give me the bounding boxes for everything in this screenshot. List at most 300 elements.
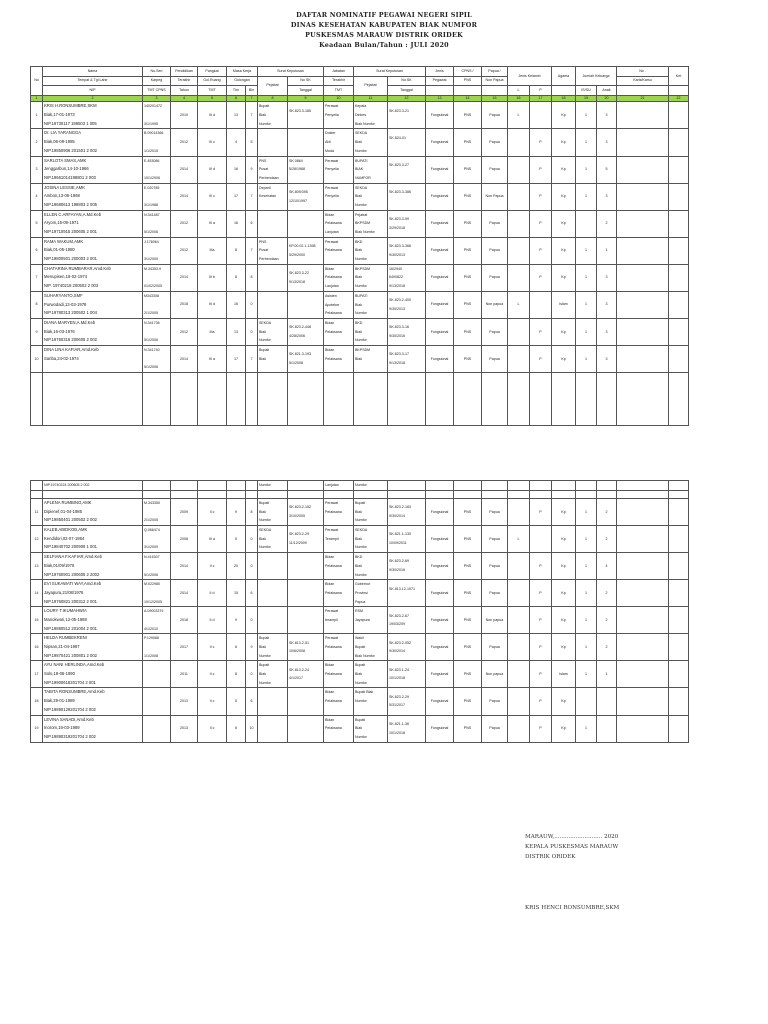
signature-name: KRIS HENCI RONSUMBRE,SKM (525, 905, 620, 911)
noseri-seri: J.176064 (144, 239, 159, 244)
header-tahun: Tahun (171, 86, 198, 96)
nosk-2 (388, 499, 426, 526)
papua-status: Papua (482, 318, 508, 345)
column-number: 7 (246, 95, 258, 102)
jabatan (324, 318, 354, 345)
noseri-cell (143, 210, 171, 237)
pejabat-1 (258, 580, 288, 607)
pendidikan-tahun: 2014 (171, 264, 198, 291)
pejabat-1-line: Perbendaan (259, 175, 279, 180)
nosk-2-line: SK.824-01 (389, 135, 406, 140)
jumlah-anak: 3 (597, 183, 617, 210)
noseri-karpeg (144, 301, 169, 310)
keterangan (669, 183, 689, 210)
nosk-1-line (289, 729, 322, 738)
noseri-tmt_cpns: 5/1/2006 (144, 572, 158, 577)
pejabat-2 (354, 183, 388, 210)
jumlah-anak: 2 (597, 580, 617, 607)
masa-kerja-bln: 0 (246, 553, 258, 580)
employee-nip: NIP.19760901 200605 2 2002 (44, 571, 100, 577)
employee-nama: TABITA RONSUMBRE,Amd.Keb (44, 689, 105, 695)
pejabat-1 (258, 345, 288, 372)
noseri-tmt_cpns: 10/12/2005 (144, 599, 162, 604)
row-number: 11 (31, 499, 43, 526)
jabatan-line: Pelaksana (325, 221, 342, 226)
row-number: 8 (31, 291, 43, 318)
header-noseri: No.Seri (143, 67, 171, 77)
keterangan (669, 129, 689, 156)
pejabat-1-line: Biak (259, 645, 266, 649)
noseri-karpeg (144, 724, 169, 733)
noseri-cell (143, 553, 171, 580)
noseri-tmt_cpns: 3/1/1988 (144, 202, 158, 207)
masa-kerja-thn: 9 (227, 607, 246, 634)
nosk-2-line: 9/13/2018 (389, 360, 405, 365)
pejabat-2-line: Biak Numfor (355, 121, 375, 126)
nosk-1-line: 9/13/2018 (289, 279, 305, 284)
blank-row (31, 373, 689, 426)
noseri-karpeg (144, 138, 169, 147)
nosk-2 (388, 291, 426, 318)
employee-nama: KRIS H.RONSUMBRE,SKM (44, 103, 97, 109)
nosk-1 (288, 634, 324, 661)
document-title (0, 10, 768, 50)
column-number: 3 (143, 95, 171, 102)
jabatan-line: Lanjutan (325, 284, 339, 289)
jabatan-line: Pelaksana (325, 672, 342, 677)
jumlah-istri: 1 (576, 102, 597, 129)
agama: Kp (552, 634, 576, 661)
gender-l (508, 210, 530, 237)
header-jabatan-terakhir: Terakhir (324, 76, 354, 86)
gender-p: P (530, 688, 552, 715)
gender-p (530, 291, 552, 318)
masa-kerja-bln: 0 (246, 526, 258, 553)
gender-l (508, 237, 530, 264)
title-line-3: PUSKESMAS MARAUW DISTRIK ORIDEK (305, 31, 463, 39)
pejabat-1 (258, 634, 288, 661)
table-row (31, 183, 689, 210)
header-surat-keputusan-1: Surat Keputusan (258, 67, 324, 77)
jabatan-line (325, 255, 352, 264)
employee-name-cell (43, 183, 143, 210)
nosk-2-line: SK.823.2-29 (389, 694, 409, 699)
header-masa-kerja: Masa Kerja (227, 67, 258, 77)
jabatan-line: Perawat (325, 501, 339, 505)
noseri-cell (143, 499, 171, 526)
jumlah-anak: 1 (597, 237, 617, 264)
nosk-1-line (289, 296, 322, 305)
jabatan (324, 102, 354, 129)
nosk-1-line (289, 142, 322, 151)
nosk-1-line (289, 620, 322, 629)
gender-l (508, 715, 530, 742)
jenis-pegawai: Fungsional (426, 715, 454, 742)
pejabat-1-line (259, 228, 286, 237)
employee-nip: NIP.19710915 200605 2 001 (44, 229, 98, 234)
nosk-1 (288, 264, 324, 291)
papua-status: Papua (482, 499, 508, 526)
papua-status: Papua (482, 345, 508, 372)
pejabat-2 (354, 264, 388, 291)
pejabat-1 (258, 715, 288, 742)
pejabat-1-line (259, 716, 286, 725)
jenis-pegawai: Fungsional (426, 264, 454, 291)
nosk-2-line: SK.823.1-24 (389, 667, 409, 672)
pejabat-1-line: Bupati (259, 347, 270, 352)
table-row (31, 607, 689, 634)
jabatan-line (325, 174, 352, 183)
pejabat-1-line (259, 273, 286, 282)
nosk-2 (388, 634, 426, 661)
pejabat-1-line: Numfor (259, 121, 271, 126)
pejabat-1-line: SEKDA (259, 528, 272, 533)
pejabat-1-line: Bupati (259, 663, 270, 668)
nosk-2-line: 10/1/2018 (389, 730, 405, 735)
continued-nip: NIP.19740224 200605 2 002 (43, 481, 143, 491)
header-pns: PNS (454, 76, 482, 86)
nosk-1-line (289, 215, 322, 224)
pejabat-2-line: Biak (355, 536, 362, 541)
column-number: 22 (669, 95, 689, 102)
header-anak: Anak (597, 86, 617, 96)
pejabat-1-line: Departi (259, 185, 271, 190)
pejabat-1-line (259, 580, 286, 589)
masa-kerja-thn: 16 (227, 156, 246, 183)
nosk-2-line: 10/1/2018 (389, 676, 405, 681)
pendidikan-tahun: 2014 (171, 156, 198, 183)
pejabat-1 (258, 102, 288, 129)
noseri-tmt_cpns: 1/1/2015 (144, 148, 158, 153)
table-row (31, 156, 689, 183)
jumlah-anak: 2 (597, 634, 617, 661)
column-number: 6 (227, 95, 246, 102)
papua-status: Papua (482, 129, 508, 156)
column-number: 16 (508, 95, 530, 102)
pejabat-2 (354, 156, 388, 183)
row-number: 16 (31, 634, 43, 661)
gender-p: P (530, 237, 552, 264)
nosk-2-line (389, 593, 424, 602)
employee-nama: DINA LINA KAFIAR,Amd.Keb (44, 346, 99, 352)
gender-l (508, 183, 530, 210)
jabatan-line: Pelaksana (325, 645, 342, 649)
employee-nama: SELFIANA F.KAFIAR,Amd.Keb (44, 554, 102, 560)
row-number: 15 (31, 607, 43, 634)
nosk-1-line: 12/10/1997 (289, 198, 307, 203)
jabatan-line: Terampil (325, 536, 339, 541)
jumlah-anak: 1 (597, 661, 617, 688)
masa-kerja-thn: 9 (227, 499, 246, 526)
noseri-seri (144, 716, 169, 725)
gender-p: P (530, 499, 552, 526)
karis-karsu (617, 264, 669, 291)
row-number: 1 (31, 102, 43, 129)
header-nonpapua: Non Papua (482, 76, 508, 86)
pejabat-1-line (259, 607, 286, 616)
pejabat-1 (258, 661, 288, 688)
jenis-pegawai: Fungsional (426, 553, 454, 580)
pejabat-1 (258, 499, 288, 526)
row-number: 7 (31, 264, 43, 291)
jumlah-anak (597, 688, 617, 715)
nosk-1-line (289, 693, 322, 702)
pejabat-2-line: RSM (355, 609, 363, 614)
karis-karsu (617, 210, 669, 237)
pendidikan-tahun: 2009 (171, 499, 198, 526)
agama: Kp (552, 156, 576, 183)
jabatan-line: Pelaksana (325, 329, 342, 334)
jumlah-anak: 5 (597, 156, 617, 183)
noseri-karpeg (144, 670, 169, 679)
pendidikan-tahun: 2014 (171, 580, 198, 607)
pejabat-2-line: Gubernur (355, 582, 371, 587)
pangkat-golongan: II c (198, 553, 227, 580)
pangkat-golongan: II d (198, 607, 227, 634)
employee-nama: LEVINA SANADI,Amd.Keb (44, 716, 94, 722)
table-row (31, 688, 689, 715)
row-number: 18 (31, 688, 43, 715)
nosk-2 (388, 129, 426, 156)
pejabat-1-line: Bupati (259, 501, 270, 505)
jabatan-line: Muda (325, 148, 334, 153)
employee-nama: LOURY T.IKUMAHWIA (44, 608, 87, 614)
column-number-row (31, 95, 689, 102)
noseri-tmt_cpns: 3/1/1995 (144, 121, 158, 126)
noseri-karpeg (144, 643, 169, 652)
employee-nip: NIP.19661014198801 2 003 (44, 174, 96, 180)
title-line-4: Keadaan Bulan/Tahun : JULI 2020 (319, 41, 449, 49)
nosk-2-line: 6400822 (389, 275, 403, 280)
noseri-tmt_cpns (144, 706, 169, 715)
nosk-1 (288, 499, 324, 526)
keterangan (669, 291, 689, 318)
nosk-2-line: SK.823.2-183 (389, 505, 411, 510)
employee-nama: RAMA WAKUM,AMK (44, 238, 84, 244)
jabatan-line: Pelaksana (325, 563, 342, 568)
jumlah-istri: 1 (576, 318, 597, 345)
title-line-2: DINAS KESEHATAN KABUPATEN BIAK NUMFOR (290, 21, 478, 29)
employee-name-cell (43, 237, 143, 264)
pejabat-2-line: Biak (355, 509, 362, 514)
header-jabatan: Jabatan (324, 67, 354, 77)
jabatan-line: Perawat (325, 609, 339, 614)
jabatan (324, 580, 354, 607)
nosk-1-line (289, 701, 322, 710)
keterangan (669, 210, 689, 237)
pejabat-2-line: SEKDA (355, 528, 368, 533)
employee-name-cell (43, 156, 143, 183)
employee-ttl: Jenggarbun,14-10-1966 (44, 166, 89, 172)
header-jenis-kelamin: Jenis Kelamin (508, 67, 552, 86)
pejabat-1-line: Bupati (259, 636, 270, 641)
noseri-karpeg (144, 192, 169, 201)
nosk-2-line (389, 170, 424, 179)
nosk-1-line (289, 566, 322, 575)
noseri-karpeg (144, 219, 169, 228)
nosk-2 (388, 210, 426, 237)
pejabat-2-line: Biak (355, 248, 362, 253)
column-number: 18 (552, 95, 576, 102)
employee-name-cell (43, 129, 143, 156)
noseri-cell (143, 715, 171, 742)
jabatan-line (325, 120, 352, 129)
jabatan-line: Bidan (325, 347, 335, 352)
jabatan-line (325, 706, 352, 715)
pangkat-golongan: II c (198, 499, 227, 526)
nosk-2-line: SK.823.3-386 (389, 189, 411, 194)
employee-ttl: Dipienef,01-04-1985 (44, 508, 82, 514)
employee-nama: SARLOTA SMAS,AMK (44, 157, 87, 163)
column-number: 1 (31, 95, 43, 102)
header-jabatan-tmt: TMT (324, 86, 354, 96)
pendidikan-tahun: 2017 (171, 634, 198, 661)
pejabat-2-line: Biak (355, 726, 362, 731)
agama: Kp (552, 526, 576, 553)
employee-name-cell (43, 688, 143, 715)
nosk-2-line: SK.823.3-366 (389, 244, 411, 249)
cpns-pns: PNS (454, 102, 482, 129)
keterangan (669, 499, 689, 526)
employee-nip: NIP.19780313 200502 1 004 (44, 310, 98, 316)
jenis-pegawai: Fungsional (426, 526, 454, 553)
pejabat-2-line: Biak Numfor (355, 653, 375, 658)
pejabat-2-line: Bupati (355, 717, 366, 722)
noseri-seri: N.341487 (144, 212, 160, 217)
masa-kerja-thn: 6 (227, 634, 246, 661)
employee-nama: EVI SUKAWATI WAY,Amd.Keb (44, 581, 102, 587)
employee-nip: NIP.19730117 199503 1 005 (44, 120, 97, 126)
jumlah-anak: 3 (597, 102, 617, 129)
jumlah-anak: 3 (597, 264, 617, 291)
jabatan (324, 553, 354, 580)
pejabat-2-line (355, 625, 386, 634)
signature-place-date: MARAUW,........................... 2020 (525, 834, 619, 840)
noseri-tmt_cpns: 1/1/2008 (144, 653, 158, 658)
header-jumlah-keluarga: Jumlah Keluarga (576, 67, 617, 86)
pejabat-1 (258, 291, 288, 318)
papua-status: Papua (482, 715, 508, 742)
agama: Kp (552, 499, 576, 526)
jabatan (324, 634, 354, 661)
employee-ttl: Solo,18-06-1990 (44, 671, 75, 677)
pendidikan-tahun: 2018 (171, 607, 198, 634)
jabatan-line: Perawat (325, 185, 339, 190)
pendidikan-tahun: 2011 (171, 661, 198, 688)
nosk-1-line: KP.00.02.1-1398 (289, 244, 316, 249)
pejabat-2-line: Papua (355, 599, 366, 604)
column-number: 15 (482, 95, 508, 102)
pejabat-2-line: BKD (355, 320, 363, 325)
pejabat-2-line: Bupati (355, 645, 366, 649)
keterangan (669, 237, 689, 264)
noseri-tmt_cpns (144, 679, 169, 688)
pejabat-2-line: BKPSDM (355, 266, 371, 271)
masa-kerja-thn: 15 (227, 580, 246, 607)
gender-p: P (530, 210, 552, 237)
pejabat-2 (354, 526, 388, 553)
employee-ttl: Biak,01-05-1980 (44, 247, 75, 253)
employee-nip: NIP.19680613 198803 2 005 (44, 201, 98, 207)
masa-kerja-bln: 6 (246, 688, 258, 715)
nosk-2 (388, 318, 426, 345)
jumlah-istri: 1 (576, 264, 597, 291)
pendidikan-tahun: 2013 (171, 688, 198, 715)
pejabat-2 (354, 237, 388, 264)
jenis-pegawai: Fungsional (426, 102, 454, 129)
cpns-pns: PNS (454, 499, 482, 526)
nosk-1-line: SK.813.2-24 (289, 667, 309, 672)
header-golruang: Gol.Ruang (198, 76, 227, 86)
masa-kerja-thn: 4 (227, 129, 246, 156)
karis-karsu (617, 553, 669, 580)
noseri-cell (143, 607, 171, 634)
jabatan-line: Perawat (325, 104, 339, 109)
employee-ttl: Jayapura,21/08/1976 (44, 589, 84, 595)
pejabat-2-line: BKPSDM (355, 347, 371, 352)
continued-jabatan: Lanjutan (324, 481, 354, 491)
nosk-1-line: SK.813.2-51 (289, 640, 309, 645)
jabatan-line: Perawat (325, 158, 339, 163)
pejabat-1-line (259, 688, 286, 697)
employee-nama: CHATARINA RUMBARAR,Amd.Keb (44, 265, 111, 271)
pejabat-2-line: Kepala (355, 104, 367, 109)
pendidikan-tahun: 2014 (171, 553, 198, 580)
pejabat-1-line (259, 598, 286, 607)
pejabat-2-line: Biak (355, 194, 362, 199)
nosk-1-line (289, 305, 322, 314)
jabatan (324, 345, 354, 372)
masa-kerja-thn: 6 (227, 715, 246, 742)
agama: Kp (552, 607, 576, 634)
noseri-karpeg (144, 355, 169, 364)
jabatan-line: Asisten (325, 293, 337, 298)
employee-nip: NIP.19840702 200909 1 001 (44, 544, 98, 550)
pejabat-2 (354, 688, 388, 715)
nosk-2 (388, 237, 426, 264)
agama: Islam (552, 661, 576, 688)
pangkat-golongan: III b (198, 264, 227, 291)
employee-name-cell (43, 607, 143, 634)
pejabat-1-line: Biak (259, 113, 266, 118)
agama: Kp (552, 237, 576, 264)
karis-karsu (617, 661, 669, 688)
nosk-1 (288, 291, 324, 318)
nosk-2-line: 10/09/2011 (389, 541, 407, 546)
signature-block (525, 832, 619, 913)
pejabat-1-line: Numfor (259, 338, 271, 343)
nosk-2-line: 9/30/2013 (389, 306, 405, 311)
agama: Kp (552, 318, 576, 345)
cpns-pns: PNS (454, 129, 482, 156)
jumlah-istri: 1 (576, 237, 597, 264)
header-papua: Papua / (482, 67, 508, 77)
pejabat-1-line: Biak (259, 536, 266, 541)
jabatan (324, 607, 354, 634)
jabatan-line: Pelaksana (325, 311, 342, 316)
pejabat-2-line: Biak (355, 140, 362, 145)
agama: Islam (552, 291, 576, 318)
noseri-seri: M.343350 (144, 501, 160, 505)
pejabat-2 (354, 129, 388, 156)
noseri-karpeg (144, 697, 169, 706)
pejabat-2 (354, 210, 388, 237)
header-kartu: No . (617, 67, 669, 77)
noseri-tmt_cpns: 10/1/2006 (144, 175, 160, 180)
nosk-1 (288, 607, 324, 634)
pejabat-2-line (355, 706, 386, 715)
employee-table-continued (30, 480, 689, 743)
